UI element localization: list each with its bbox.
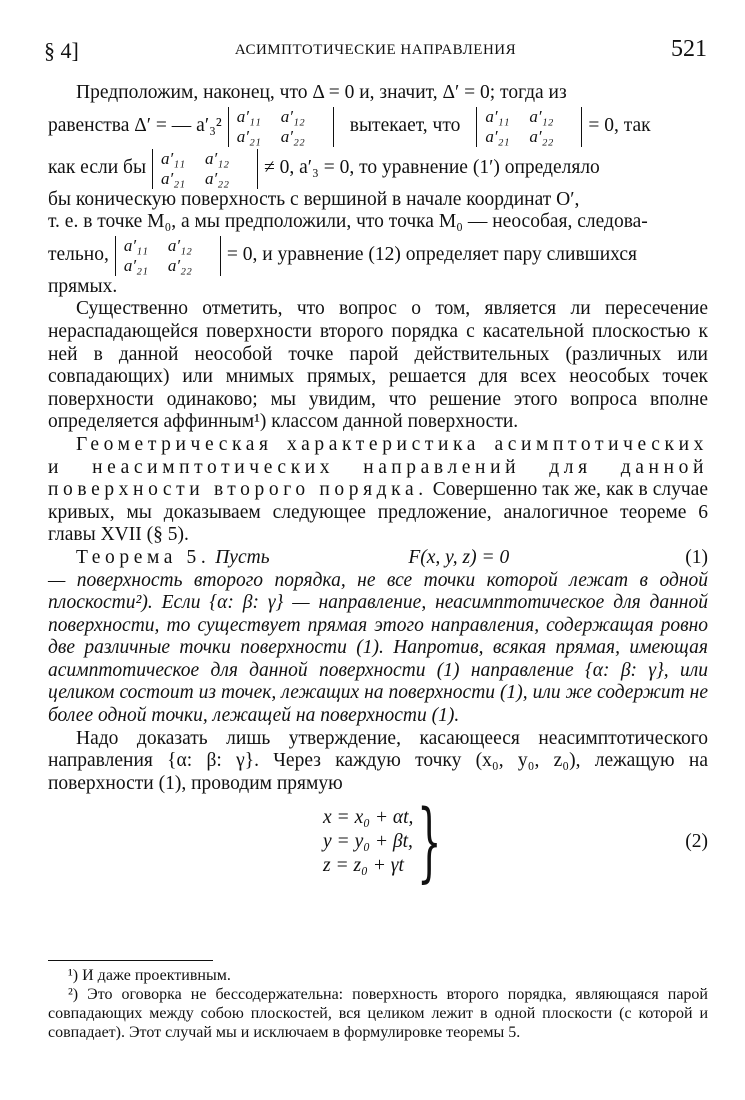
footnote-1: ¹) И даже проективным. bbox=[68, 967, 231, 984]
theorem-head bbox=[48, 547, 708, 570]
para1-line2-b: вытекает, что bbox=[349, 115, 461, 137]
running-header bbox=[44, 34, 707, 68]
para1-line4: бы коническую поверхность с вершиной в начале координат O′, bbox=[48, 188, 580, 210]
paragraph-3 bbox=[48, 434, 708, 547]
equation-1-tag: (1) bbox=[685, 546, 708, 568]
right-brace: } bbox=[417, 792, 443, 893]
para1-line6-a: тельно, bbox=[48, 244, 109, 266]
para1-line7: прямых. bbox=[48, 275, 118, 297]
equation-2 bbox=[48, 792, 708, 893]
equation-2-row-z: z = z₀ + γt bbox=[323, 855, 404, 877]
main-text bbox=[48, 82, 708, 893]
equation-2-tag: (2) bbox=[685, 831, 708, 853]
para1-line6-b: = 0, и уравнение (12) определяет пару слившихся bbox=[226, 244, 637, 266]
para1-line3-b: ≠ 0, a′₃ = 0, то уравнение (1′) определяло bbox=[264, 157, 600, 179]
para1-line3 bbox=[48, 149, 708, 189]
para1-line6 bbox=[48, 236, 708, 276]
para1-line3-a: как если бы bbox=[48, 157, 147, 179]
para1-line2 bbox=[48, 107, 708, 147]
chapter-title: АСИМПТОТИЧЕСКИЕ НАПРАВЛЕНИЯ bbox=[234, 42, 517, 58]
para1-line2-c: = 0, так bbox=[588, 115, 651, 137]
section-marker: § 4] bbox=[44, 38, 79, 63]
theorem-statement: — поверхность второго порядка, не все точки которой лежат в одной плоскости²). Если {α: β: γ} — направление, неасимптотическое для данной поверхности, то существует прямая этого направления, содержащая ровно две различные точки поверхности (1). Напротив, всякая прямая, имеющая асимптотическое для данной поверхности (1) направление {α: β: γ}, или целиком состоит из точек, лежащих на поверхности (1), или же содержит не более одной точки, лежащей на поверхности (1). bbox=[48, 569, 708, 727]
paragraph-2: Существенно отметить, что вопрос о том, является ли пересечение нераспадающейся поверхности второго порядка с касательной плоскостью к ней в данной неособой точке парой действительных (различных или совпадающих) или мнимых прямых, решается для всех неособых точек поверхности одинаково; мы увидим, что решение этого вопроса вполне определяется аффинным¹) классом данной поверхности. bbox=[48, 298, 708, 433]
determinant: a′₁₁ a′₁₂ a′₂₁ a′₂₂ bbox=[152, 149, 258, 189]
footnotes bbox=[48, 966, 708, 1042]
para1-line1: Предположим, наконец, что Δ = 0 и, значит, Δ′ = 0; тогда из bbox=[76, 82, 567, 103]
paragraph-3-rest: Совершенно так же, как в случае кривых, мы доказываем следующее предложение, аналогичное теореме 6 главы XVII (§ 5). bbox=[48, 479, 708, 546]
footnote-2: ²) Это оговорка не бессодержательна: поверхность второго порядка, являющаяся парой совпадающих между собою плоскостей, вся целиком лежит в одной плоскости (с которой и совпадает). Этот случай мы и исключаем в формулировке теоремы 5. bbox=[48, 986, 708, 1041]
paragraph-4: Надо доказать лишь утверждение, касающееся неасимптотического направления {α: β: γ}. Через каждую точку (x₀, y₀, z₀), лежащую на поверхности (1), проводим прямую bbox=[48, 727, 708, 794]
page-number: 521 bbox=[671, 36, 707, 62]
determinant: a′₁₁ a′₁₂ a′₂₁ a′₂₂ bbox=[476, 107, 582, 147]
para1-line5: т. е. в точке M₀, а мы предположили, что точка M₀ — неособая, следова- bbox=[48, 211, 648, 233]
determinant: a′₁₁ a′₁₂ a′₂₁ a′₂₂ bbox=[115, 236, 221, 276]
footnote-rule bbox=[48, 960, 213, 961]
equation-2-rows bbox=[323, 806, 413, 878]
theorem-label: Теорема 5. bbox=[76, 546, 211, 568]
equation-1: F(x, y, z) = 0 bbox=[408, 546, 510, 568]
equation-2-row-x: x = x₀ + αt, bbox=[323, 807, 414, 829]
para1-line2-a: равенства Δ′ = — a′₃² bbox=[48, 115, 222, 137]
spaced-heading: Геометрическая характеристика асимптотических и неасимптотических направлений для данной поверхности второго порядка. bbox=[48, 433, 708, 501]
determinant: a′₁₁ a′₁₂ a′₂₁ a′₂₂ bbox=[228, 107, 334, 147]
theorem-lead: Пусть bbox=[215, 546, 270, 568]
equation-2-row-y: y = y₀ + βt, bbox=[323, 831, 413, 853]
